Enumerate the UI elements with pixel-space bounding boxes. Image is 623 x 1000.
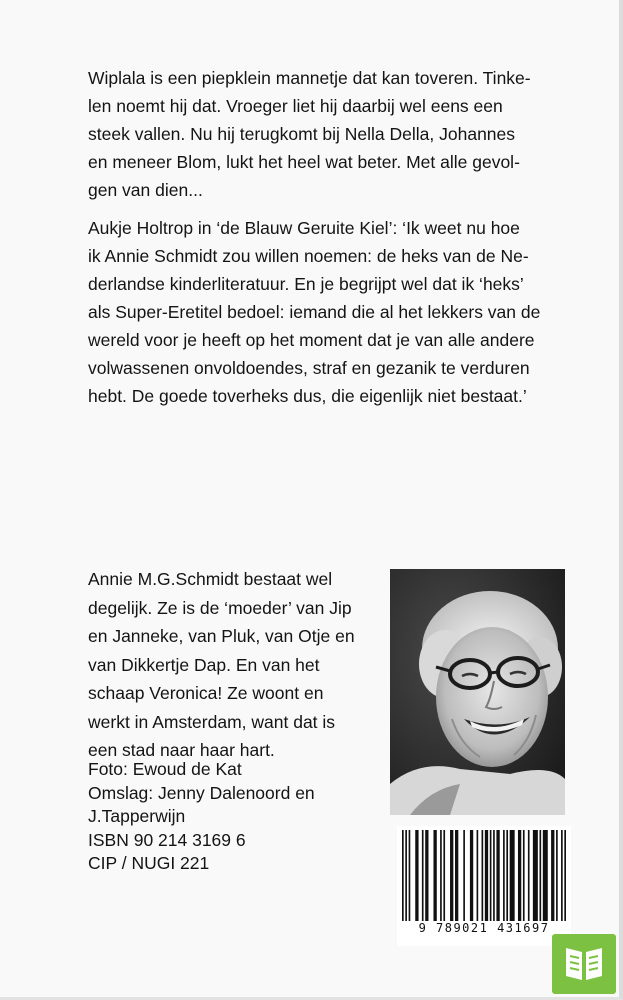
review-line: derlandse kinderliteratuur. En je begrijpt wel dat ik ‘heks’ xyxy=(88,274,524,294)
credits-block xyxy=(88,758,315,876)
barcode-bar xyxy=(415,830,418,922)
cip-nugi-text: CIP / NUGI 221 xyxy=(88,853,210,873)
barcode-bar xyxy=(523,830,525,922)
barcode-bar xyxy=(551,830,554,922)
blurb-line: en meneer Blom, lukt het heel wat beter. Met alle gevol- xyxy=(88,152,520,172)
barcode-number: 9 789021 431697 xyxy=(397,921,571,935)
barcode-bar xyxy=(539,830,541,922)
bio-line: Annie M.G.Schmidt bestaat wel xyxy=(88,569,333,589)
cover-credit-continued: J.Tapperwijn xyxy=(88,806,186,826)
barcode-bar xyxy=(409,830,411,922)
barcode-bar xyxy=(496,830,499,922)
barcode-bar xyxy=(470,830,473,922)
barcode-bar xyxy=(556,830,558,922)
blurb-line: Wiplala is een piepklein mannetje dat kan toveren. Tinke- xyxy=(88,68,531,88)
barcode-bar xyxy=(506,830,508,922)
library-book-icon xyxy=(552,934,616,994)
barcode-bar xyxy=(443,830,445,922)
barcode-bar xyxy=(493,830,495,922)
barcode-bar xyxy=(455,830,458,922)
barcode-bar xyxy=(490,830,492,922)
review-line: Aukje Holtrop in ‘de Blauw Geruite Kiel’: ‘Ik weet nu hoe xyxy=(88,218,520,238)
barcode-bar xyxy=(528,830,530,922)
review-line: hebt. De goede toverheks dus, die eigenlijk niet bestaat.’ xyxy=(88,386,527,406)
barcode-bar xyxy=(450,830,453,922)
barcode-bar xyxy=(510,830,515,922)
barcode-bar xyxy=(533,830,538,922)
barcode-bar xyxy=(422,830,424,922)
bio-line: en Janneke, van Pluk, van Otje en xyxy=(88,626,355,646)
bio-line: degelijk. Ze is de ‘moeder’ van Jip xyxy=(88,597,352,618)
blurb-line: gen van dien... xyxy=(88,180,203,200)
bio-line: schaap Veronica! Ze woont en xyxy=(88,683,324,703)
isbn-barcode xyxy=(397,826,571,946)
barcode-bar xyxy=(482,830,484,922)
barcode-bar xyxy=(402,830,404,922)
barcode-bar xyxy=(561,830,563,922)
blurb-line: len noemt hij dat. Vroeger liet hij daarbij wel eens een xyxy=(88,96,503,116)
barcode-bar xyxy=(463,830,465,922)
barcode-bar xyxy=(477,830,479,922)
barcode-bar xyxy=(503,830,505,922)
bio-line: werkt in Amsterdam, want dat is xyxy=(88,711,336,732)
barcode-bar xyxy=(543,830,548,922)
review-line: ik Annie Schmidt zou willen noemen: de heks van de Ne- xyxy=(88,246,529,266)
barcode-bar xyxy=(425,830,428,922)
barcode-bar xyxy=(485,830,488,922)
barcode-bar xyxy=(405,830,407,922)
review-line: wereld voor je heeft op het moment dat je van alle andere xyxy=(88,330,535,350)
barcode-bar xyxy=(440,830,442,922)
blurb-line: steek vallen. Nu hij terugkomt bij Nella Della, Johannes xyxy=(88,124,516,144)
review-line: als Super-Eretitel bedoel: iemand die al het lekkers van de xyxy=(88,302,541,322)
library-sticker xyxy=(552,934,616,994)
barcode-bar xyxy=(518,830,521,922)
bio-line: een stad naar haar hart. xyxy=(88,740,275,760)
author-photo xyxy=(390,569,565,815)
author-portrait-image xyxy=(390,569,565,815)
barcode-bar xyxy=(564,830,566,922)
author-bio xyxy=(88,565,378,765)
review-quote xyxy=(88,214,572,410)
cover-credit: Omslag: Jenny Dalenoord en xyxy=(88,782,315,803)
bio-line: van Dikkertje Dap. En van het xyxy=(88,654,320,675)
photo-credit: Foto: Ewoud de Kat xyxy=(88,759,242,779)
barcode-bar xyxy=(433,830,436,922)
isbn-text: ISBN 90 214 3169 6 xyxy=(88,829,246,850)
review-line: volwassenen onvoldoendes, straf en gezanik te verduren xyxy=(88,358,530,378)
blurb-paragraph xyxy=(88,64,572,204)
